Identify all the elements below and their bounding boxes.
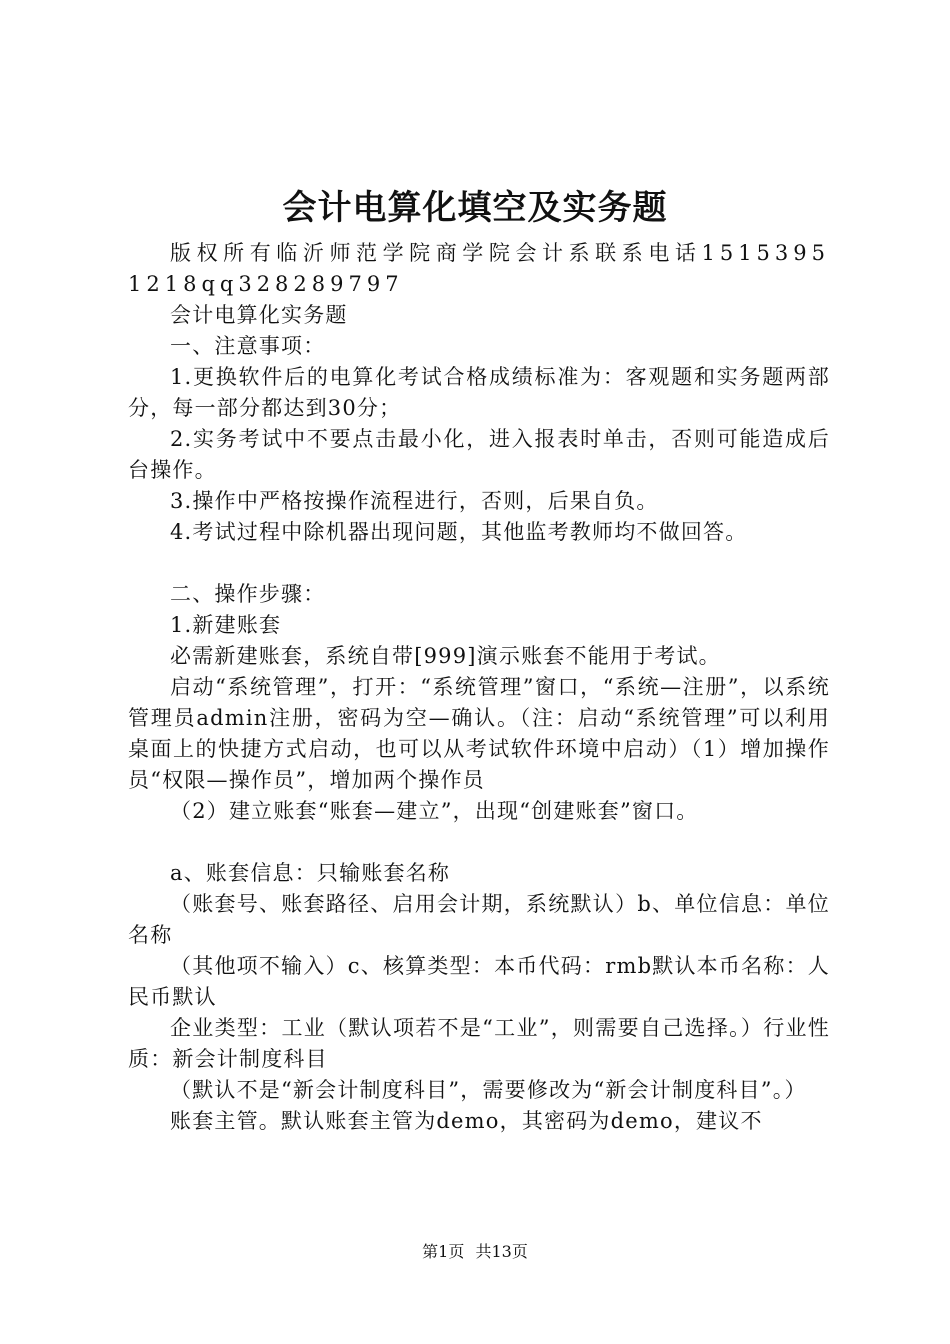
section-heading-practice: 会计电算化实务题 <box>170 303 348 327</box>
step-paragraph: （默认不是“新会计制度科目”，需要修改为“新会计制度科目”。） <box>170 1078 807 1102</box>
step-paragraph: 企业类型：工业（默认项若不是“工业”，则需要自己选择。）行业性质：新会计制度科目 <box>128 1016 830 1071</box>
page-total: 共13页 <box>475 1242 528 1261</box>
step-paragraph: 账套主管。默认账套主管为demo，其密码为demo，建议不 <box>170 1109 763 1133</box>
step-heading-new-account: 1.新建账套 <box>170 613 282 637</box>
step-paragraph: （2）建立账套“账套—建立”，出现“创建账套”窗口。 <box>170 799 699 823</box>
step-paragraph: a、账套信息：只输账套名称 <box>170 861 451 885</box>
note-item-4: 4.考试过程中除机器出现问题，其他监考教师均不做回答。 <box>170 520 748 544</box>
step-paragraph: （其他项不输入）c、核算类型：本币代码：rmb默认本币名称：人民币默认 <box>128 954 830 1009</box>
section-heading-notes: 一、注意事项： <box>170 334 326 358</box>
document-body <box>128 238 830 1137</box>
copyright-paragraph: 版权所有临沂师范学院商学院会计系联系电话15153951218qq328289797 <box>128 241 830 296</box>
note-item-1: 1.更换软件后的电算化考试合格成绩标准为：客观题和实务题两部分，每一部分都达到30分； <box>128 365 830 420</box>
step-paragraph: （账套号、账套路径、启用会计期，系统默认）b、单位信息：单位名称 <box>128 892 830 947</box>
section-heading-steps: 二、操作步骤： <box>170 582 326 606</box>
page-number: 第1页 <box>422 1242 465 1261</box>
note-item-2: 2.实务考试中不要点击最小化，进入报表时单击，否则可能造成后台操作。 <box>128 427 830 482</box>
page-footer <box>0 1240 950 1264</box>
document-title: 会计电算化填空及实务题 <box>282 188 668 228</box>
note-item-3: 3.操作中严格按操作流程进行，否则，后果自负。 <box>170 489 659 513</box>
step-paragraph: 启动“系统管理”，打开：“系统管理”窗口，“系统—注册”，以系统管理员admin注册，密码为空—确认。（注：启动“系统管理”可以利用桌面上的快捷方式启动，也可以从考试软件环境中启动）（1）增加操作员“权限—操作员”，增加两个操作员 <box>128 675 830 792</box>
step-paragraph: 必需新建账套，系统自带[999]演示账套不能用于考试。 <box>170 644 721 668</box>
